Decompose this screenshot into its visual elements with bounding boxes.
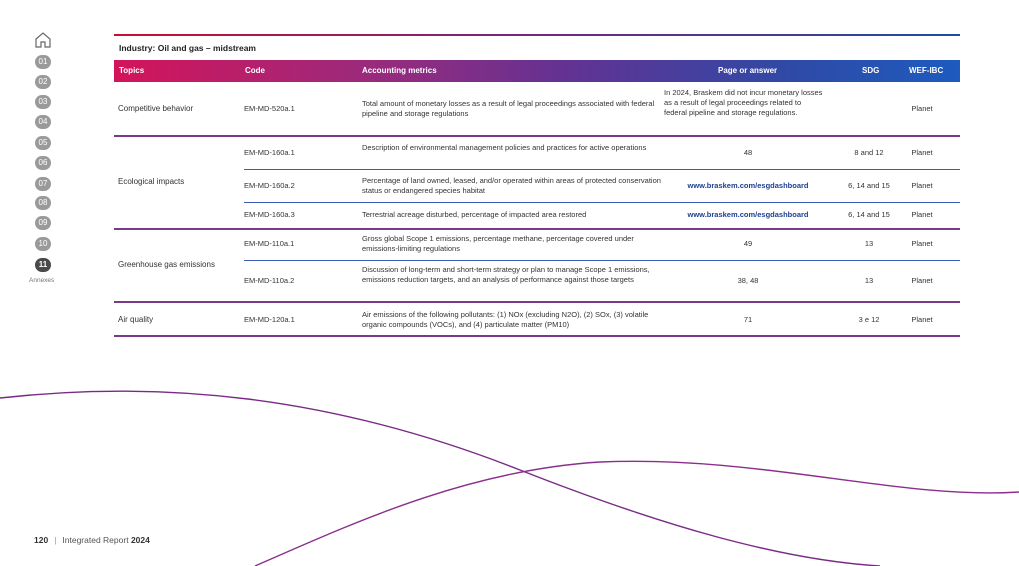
header-wef: WEF-IBC <box>909 66 944 75</box>
table-bottom-rule <box>114 335 960 337</box>
nav-item-06[interactable]: 06 <box>35 156 51 170</box>
nav-item-02[interactable]: 02 <box>35 75 51 89</box>
metric-cell: Total amount of monetary losses as a result of legal proceedings associated with federal pipeline and storage regulations <box>362 99 655 118</box>
top-rule <box>114 34 960 36</box>
wef-cell: Planet <box>911 148 933 157</box>
sdg-cell: 13 <box>864 239 874 248</box>
esg-dashboard-link[interactable]: www.braskem.com/esgdashboard <box>687 181 809 190</box>
header-metrics: Accounting metrics <box>362 66 437 75</box>
sdg-cell: 3 e 12 <box>858 315 880 324</box>
sdg-cell: 6, 14 and 15 <box>848 181 890 190</box>
topic-cell: Greenhouse gas emissions <box>118 260 215 269</box>
wef-cell: Planet <box>911 315 933 324</box>
code-cell: EM-MD-160a.1 <box>244 148 295 157</box>
answer-cell: 71 <box>743 315 753 324</box>
page-footer <box>34 535 150 545</box>
table-row <box>114 230 960 260</box>
code-cell: EM-MD-120a.1 <box>244 315 295 324</box>
nav-item-01[interactable]: 01 <box>35 55 51 69</box>
metric-cell: Description of environmental management policies and practices for active operations <box>362 143 647 152</box>
table-header <box>114 60 960 82</box>
nav-item-10[interactable]: 10 <box>35 237 51 251</box>
code-cell: EM-MD-160a.3 <box>244 210 295 219</box>
wef-cell: Planet <box>911 104 933 113</box>
topic-cell: Competitive behavior <box>118 104 194 113</box>
wef-cell: Planet <box>911 181 933 190</box>
nav-item-09[interactable]: 09 <box>35 216 51 230</box>
table-row <box>114 303 960 335</box>
nav-item-08[interactable]: 08 <box>35 196 51 210</box>
table-row <box>114 82 960 136</box>
topic-cell: Ecological impacts <box>118 177 185 186</box>
table-row <box>114 137 960 169</box>
sdg-cell: 13 <box>864 276 874 285</box>
nav-item-03[interactable]: 03 <box>35 95 51 109</box>
nav-item-04[interactable]: 04 <box>35 115 51 129</box>
code-cell: EM-MD-110a.1 <box>244 239 295 248</box>
wef-cell: Planet <box>911 239 933 248</box>
answer-cell: In 2024, Braskem did not incur monetary losses as a result of legal proceedings related to federal pipeline and storage regulations. <box>664 88 823 117</box>
answer-cell: 38, 48 <box>737 276 759 285</box>
metrics-table <box>114 60 960 329</box>
header-sdg: SDG <box>862 66 880 75</box>
metric-cell: Percentage of land owned, leased, and/or operated within areas of protected conservation status or endangered species habitat <box>362 176 661 195</box>
header-answer: Page or answer <box>718 66 778 75</box>
metric-cell: Gross global Scope 1 emissions, percentage methane, percentage covered under emissions-limiting regulations <box>362 234 634 253</box>
industry-title: Industry: Oil and gas – midstream <box>119 43 256 53</box>
nav-active-label: Annexes <box>29 277 55 284</box>
nav-item-07[interactable]: 07 <box>35 177 51 191</box>
footer-separator: | <box>54 535 57 545</box>
wef-cell: Planet <box>911 210 933 219</box>
esg-dashboard-link[interactable]: www.braskem.com/esgdashboard <box>687 210 809 219</box>
code-cell: EM-MD-160a.2 <box>244 181 295 190</box>
table-row <box>114 261 960 301</box>
header-code: Code <box>245 66 265 75</box>
nav-item-05[interactable]: 05 <box>35 136 51 150</box>
header-topics: Topics <box>119 66 145 75</box>
page-number: 120 <box>34 535 49 545</box>
answer-cell: 48 <box>743 148 753 157</box>
home-icon[interactable] <box>34 31 52 49</box>
topic-cell: Air quality <box>118 315 154 324</box>
report-name: Integrated Report <box>62 535 129 545</box>
wef-cell: Planet <box>911 276 933 285</box>
sdg-cell: 6, 14 and 15 <box>848 210 890 219</box>
report-year: 2024 <box>130 535 150 545</box>
metric-cell: Discussion of long-term and short-term strategy or plan to manage Scope 1 emissions, emissions reduction targets, and an analysis of performance against those targets <box>362 265 650 284</box>
sdg-cell: 8 and 12 <box>854 148 884 157</box>
answer-cell <box>659 210 837 220</box>
nav-item-11[interactable]: 11 <box>35 258 51 272</box>
answer-cell <box>659 181 837 191</box>
table-row <box>114 203 960 229</box>
code-cell: EM-MD-110a.2 <box>244 276 295 285</box>
metric-cell: Terrestrial acreage disturbed, percentage of impacted area restored <box>362 210 587 219</box>
answer-cell: 49 <box>743 239 753 248</box>
metric-cell: Air emissions of the following pollutants: (1) NOx (excluding N2O), (2) SOx, (3) volatile organic compounds (VOCs), and (4) particulate matter (PM10) <box>362 310 649 329</box>
code-cell: EM-MD-520a.1 <box>244 104 295 113</box>
table-row <box>114 170 960 202</box>
